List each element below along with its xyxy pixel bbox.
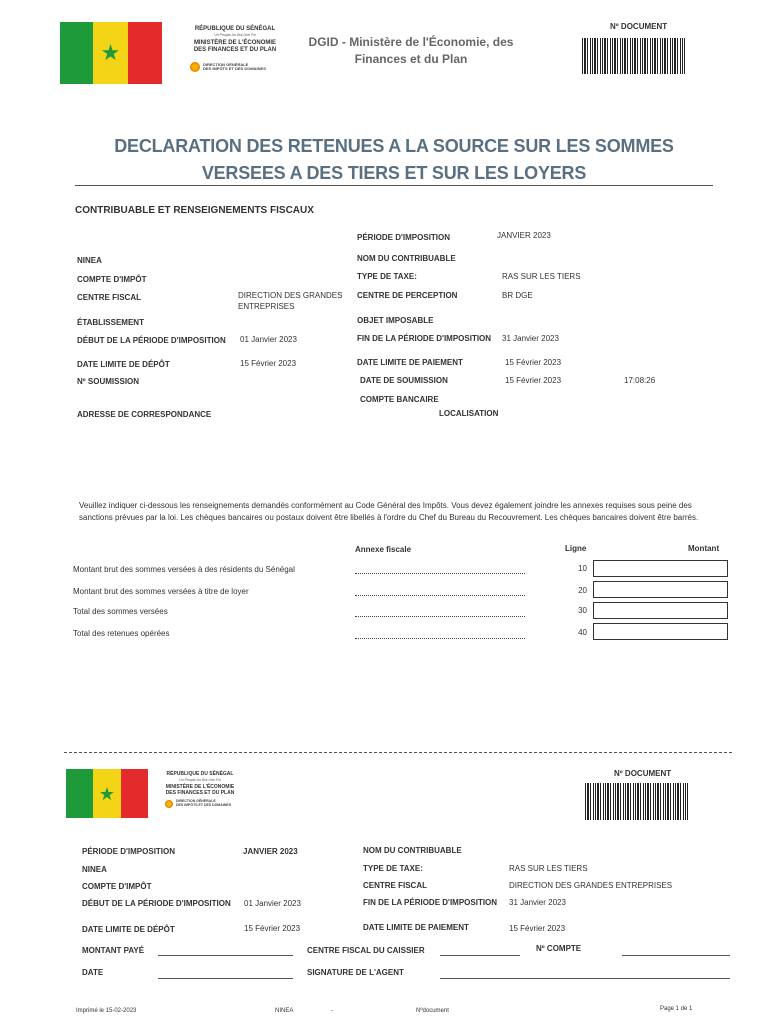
row-line-number: 40 xyxy=(578,628,587,637)
annexe-dots xyxy=(355,595,525,596)
coupon-type-taxe-value: RAS SUR LES TIERS xyxy=(509,864,588,873)
fin-periode-label: FIN DE LA PÉRIODE D'IMPOSITION xyxy=(357,334,492,343)
dgi-line1: DIRECTION GÉNÉRALE xyxy=(176,799,216,804)
coupon-limite-paiement-value: 15 Février 2023 xyxy=(509,924,566,933)
coupon-doc-number-label: Nº DOCUMENT xyxy=(614,769,672,778)
date-soumission-label: DATE DE SOUMISSION xyxy=(360,376,448,385)
barcode xyxy=(582,38,685,74)
periode-label: PÉRIODE D'IMPOSITION xyxy=(357,233,451,242)
limite-depot-label: DATE LIMITE DE DÉPÔT xyxy=(77,360,170,369)
footer-doc-number: Nºdocument xyxy=(416,1008,449,1014)
signature-label: SIGNATURE DE L'AGENT xyxy=(307,968,404,977)
star-icon: ★ xyxy=(100,40,121,65)
dgi-line2: DES IMPÔTS ET DES DOMAINES xyxy=(203,66,266,71)
row-line-number: 10 xyxy=(578,564,587,573)
republic-block xyxy=(180,26,290,54)
centre-perception-label: CENTRE DE PERCEPTION xyxy=(357,291,458,300)
ministry-short-line1: MINISTÈRE DE L'ÉCONOMIE xyxy=(193,39,277,46)
coupon-fin-label: FIN DE LA PÉRIODE D'IMPOSITION xyxy=(363,898,498,907)
montant-field-40[interactable] xyxy=(593,623,728,640)
adresse-label: ADRESSE DE CORRESPONDANCE xyxy=(77,410,212,419)
ministry-short-line2: DES FINANCES ET DU PLAN xyxy=(165,789,235,796)
republic-name: RÉPUBLIQUE DU SÉNÉGAL xyxy=(166,771,234,777)
row-label: Total des retenues opérées xyxy=(73,629,170,638)
row-line-number: 20 xyxy=(578,586,587,595)
annexe-dots xyxy=(355,616,525,617)
coupon-debut-value: 01 Janvier 2023 xyxy=(244,899,301,908)
ministry-short-line1: MINISTÈRE DE L'ÉCONOMIE xyxy=(165,783,235,790)
row-line-number: 30 xyxy=(578,606,587,615)
dgi-logo-coupon xyxy=(165,800,231,808)
fin-periode-value: 31 Janvier 2023 xyxy=(502,334,559,343)
cut-line xyxy=(64,752,732,753)
ministry-title-line1: DGID - Ministère de l'Économie, des xyxy=(308,35,514,49)
centre-fiscal-label: CENTRE FISCAL xyxy=(77,293,141,302)
annexe-dots xyxy=(355,638,525,639)
centre-perception-value: BR DGE xyxy=(502,291,533,300)
date-label: DATE xyxy=(82,968,104,977)
senegal-flag xyxy=(60,22,162,84)
footer-printed-date: Imprimé le 15-02-2023 xyxy=(76,1008,137,1014)
montant-field-20[interactable] xyxy=(593,581,728,598)
title-divider xyxy=(75,185,713,186)
footer-ninea: NINEA xyxy=(275,1008,294,1014)
ministry-title-line2: Finances et du Plan xyxy=(354,52,468,67)
coupon-periode-label: PÉRIODE D'IMPOSITION xyxy=(82,847,176,856)
footer-page: Page 1 de 1 xyxy=(660,1006,693,1012)
montant-field-30[interactable] xyxy=(593,602,728,619)
title-line2: VERSEES A DES TIERS ET SUR LES LOYERS xyxy=(201,163,587,183)
ninea-label: NINEA xyxy=(77,256,102,265)
document-title xyxy=(60,133,728,187)
row-label: Montant brut des sommes versées à des résidents du Sénégal xyxy=(73,565,295,574)
montant-paye-line[interactable] xyxy=(158,955,293,956)
montant-field-10[interactable] xyxy=(593,560,728,577)
republic-motto: Un Peuple-Un But-Une Foi xyxy=(179,777,221,782)
ministry-short-line2: DES FINANCES ET DU PLAN xyxy=(193,46,277,53)
etablissement-label: ÉTABLISSEMENT xyxy=(77,318,144,327)
coupon-periode-value: JANVIER 2023 xyxy=(243,847,298,856)
debut-periode-value: 01 Janvier 2023 xyxy=(240,335,297,344)
nom-contribuable-label: NOM DU CONTRIBUABLE xyxy=(357,254,456,263)
star-icon: ★ xyxy=(98,783,116,804)
annexe-dots xyxy=(355,573,525,574)
compte-bancaire-label: COMPTE BANCAIRE xyxy=(360,395,439,404)
date-soumission-value: 15 Février 2023 xyxy=(505,376,562,385)
signature-line[interactable] xyxy=(440,978,730,979)
limite-paiement-value: 15 Février 2023 xyxy=(505,358,562,367)
type-taxe-label: TYPE DE TAXE: xyxy=(357,272,417,281)
senegal-flag-coupon xyxy=(66,769,148,818)
coupon-nom-label: NOM DU CONTRIBUABLE xyxy=(363,846,462,855)
dgi-line2: DES IMPÔTS ET DES DOMAINES xyxy=(176,803,232,807)
annexe-header: Annexe fiscale xyxy=(355,545,412,554)
republic-name: RÉPUBLIQUE DU SÉNÉGAL xyxy=(194,26,276,32)
republic-motto: Un Peuple-Un But-Une Foi xyxy=(214,32,256,37)
coupon-limite-paiement-label: DATE LIMITE DE PAIEMENT xyxy=(363,923,469,932)
coupon-limite-depot-label: DATE LIMITE DE DÉPÔT xyxy=(82,925,175,934)
coupon-limite-depot-value: 15 Février 2023 xyxy=(244,924,301,933)
coupon-fin-value: 31 Janvier 2023 xyxy=(509,898,566,907)
republic-block-coupon xyxy=(155,772,245,796)
dgi-logo xyxy=(190,62,266,72)
dgi-emblem-icon xyxy=(165,800,173,808)
soumission-label: Nº SOUMISSION xyxy=(77,377,140,386)
centre-caissier-line[interactable] xyxy=(440,955,520,956)
no-compte-line[interactable] xyxy=(622,955,730,956)
ligne-header: Ligne xyxy=(565,544,587,553)
centre-fiscal-value: DIRECTION DES GRANDES ENTREPRISES xyxy=(238,291,343,311)
heure-soumission-value: 17:08:26 xyxy=(624,376,656,385)
coupon-type-taxe-label: TYPE DE TAXE: xyxy=(363,864,423,873)
coupon-centre-fiscal-value: DIRECTION DES GRANDES ENTREPRISES xyxy=(509,881,673,890)
ministry-title xyxy=(296,34,526,69)
dgi-emblem-icon xyxy=(190,62,200,72)
limite-depot-value: 15 Février 2023 xyxy=(240,359,297,368)
date-line[interactable] xyxy=(158,978,293,979)
compte-impot-label: COMPTE D'IMPÔT xyxy=(77,275,147,284)
title-line1: DECLARATION DES RETENUES A LA SOURCE SUR LES SOMMES xyxy=(114,136,674,156)
type-taxe-value: RAS SUR LES TIERS xyxy=(502,272,581,281)
footer-separator: - xyxy=(331,1008,333,1014)
coupon-compte-impot-label: COMPTE D'IMPÔT xyxy=(82,882,152,891)
limite-paiement-label: DATE LIMITE DE PAIEMENT xyxy=(357,358,463,367)
montant-header: Montant xyxy=(688,544,720,553)
coupon-barcode xyxy=(585,783,688,820)
instructions-text: Veuillez indiquer ci-dessous les renseignements demandés conformément au Code Général des Impôts. Vous devez également joindre les annexes requises sous peine des sanctions prévues par la loi. Les chèques bancaires ou postaux doivent être libellés à l'ordre du Chef du Bureau du Recouvrement. Les chèques bancaires doivent être barrés. xyxy=(79,501,699,523)
no-compte-label: Nº COMPTE xyxy=(536,944,582,953)
montant-paye-label: MONTANT PAYÉ xyxy=(82,946,145,955)
periode-value: JANVIER 2023 xyxy=(497,231,551,240)
row-label: Montant brut des sommes versées à titre de loyer xyxy=(73,587,249,596)
localisation-label: LOCALISATION xyxy=(439,409,499,418)
coupon-centre-fiscal-label: CENTRE FISCAL xyxy=(363,881,427,890)
dgi-line1: DIRECTION GÉNÉRALE xyxy=(203,61,249,67)
debut-periode-label: DÉBUT DE LA PÉRIODE D'IMPOSITION xyxy=(77,336,226,345)
row-label: Total des sommes versées xyxy=(73,607,168,616)
centre-caissier-label: CENTRE FISCAL DU CAISSIER xyxy=(307,946,425,955)
coupon-debut-label: DÉBUT DE LA PÉRIODE D'IMPOSITION xyxy=(82,899,231,908)
section-title: CONTRIBUABLE ET RENSEIGNEMENTS FISCAUX xyxy=(75,205,314,216)
coupon-ninea-label: NINEA xyxy=(82,865,107,874)
objet-imposable-label: OBJET IMPOSABLE xyxy=(357,316,434,325)
doc-number-label: Nº DOCUMENT xyxy=(610,22,668,31)
